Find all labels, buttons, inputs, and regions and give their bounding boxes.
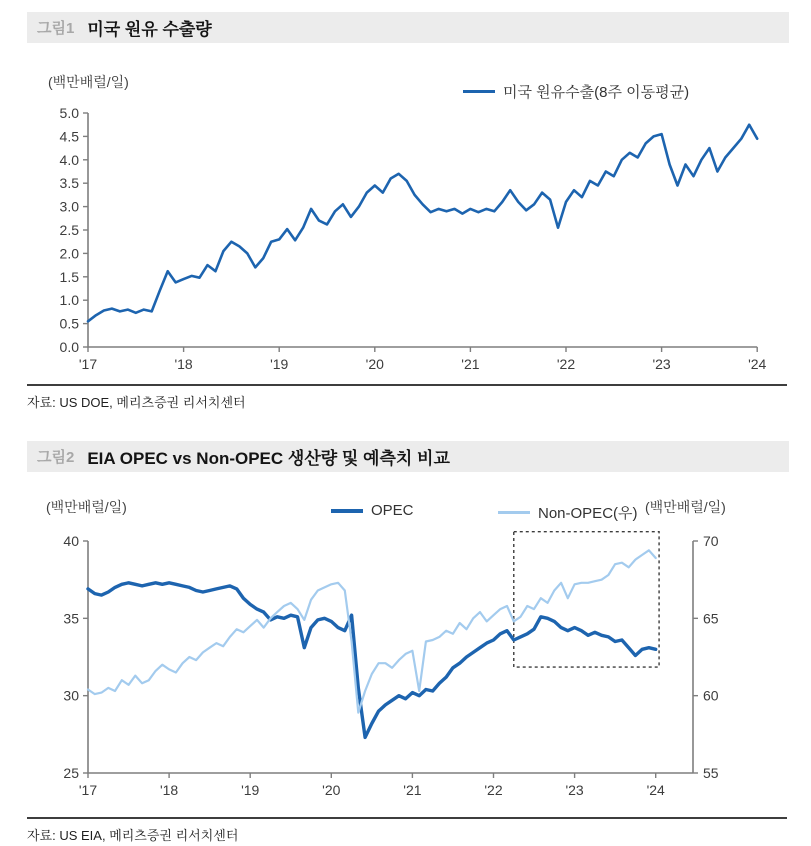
x-axis-tick-label: '24 — [748, 356, 767, 372]
series-line-non-opec- — [88, 550, 656, 712]
figure1-legend-label: 미국 원유수출(8주 이동평균) — [503, 84, 690, 101]
figure2-tag: 그림2 — [37, 449, 75, 466]
x-axis-tick-label: '17 — [78, 782, 98, 798]
x-axis-tick-label: '18 — [159, 782, 179, 798]
y-axis-tick-label: 35 — [63, 610, 79, 627]
figure2-title: EIA OPEC vs Non-OPEC 생산량 및 예측치 비교 — [87, 449, 450, 468]
figure2-chart — [0, 522, 811, 812]
axes — [60, 105, 767, 372]
figure2-source-divider — [27, 817, 787, 819]
figure1-chart — [0, 95, 811, 380]
y-axis-tick-label: 25 — [63, 765, 79, 781]
figure2-source: 자료: US EIA, 메리츠증권 리서치센터 — [27, 828, 239, 843]
figure2-legend-nonopec — [498, 502, 638, 523]
y-axis-tick-label: 0.0 — [59, 339, 79, 355]
forecast-region-box — [514, 532, 659, 667]
figure2-legend-nonopec-label: Non-OPEC(우) — [538, 505, 638, 522]
figure2-legend-nonopec-swatch — [498, 511, 530, 514]
x-axis-tick-label: '20 — [365, 356, 384, 372]
x-axis-tick-label: '19 — [241, 782, 260, 798]
x-axis-tick-label: '24 — [646, 782, 665, 798]
y-axis-tick-label: 0.5 — [59, 315, 79, 332]
x-axis-tick-label: '19 — [270, 356, 289, 372]
series-line-opec — [88, 583, 656, 738]
x-axis-tick-label: '17 — [78, 356, 98, 372]
x-axis-tick-label: '22 — [556, 356, 576, 372]
figure2-title-band — [27, 441, 789, 472]
figure2-left-axis-unit: (백만배럴/일) — [46, 499, 127, 515]
figure1-source: 자료: US DOE, 메리츠증권 리서치센터 — [27, 395, 246, 410]
figure1-title-band — [27, 12, 789, 43]
y-axis-tick-label: 30 — [63, 687, 79, 704]
y-axis-tick-label: 40 — [63, 533, 79, 549]
figure1-title: 미국 원유 수출량 — [87, 20, 212, 39]
figure1-source-divider — [27, 384, 787, 386]
y-axis-tick-label: 2.5 — [59, 222, 79, 238]
figure2-legend-opec-label: OPEC — [371, 502, 414, 519]
x-axis-tick-label: '23 — [565, 782, 584, 798]
x-axis-tick-label: '18 — [174, 356, 193, 372]
x-axis-tick-label: '23 — [652, 356, 671, 372]
y-axis-tick-label: 1.5 — [59, 268, 79, 285]
figure1-legend-line-swatch — [463, 90, 495, 93]
right-y-axis-tick-label: 70 — [703, 533, 719, 549]
right-y-axis-tick-label: 60 — [703, 687, 719, 704]
y-axis-tick-label: 4.0 — [59, 151, 79, 168]
x-axis-tick-label: '21 — [403, 782, 422, 798]
right-y-axis-tick-label: 55 — [703, 765, 719, 781]
figure2-legend-opec-swatch — [331, 509, 363, 513]
figure1-tag: 그림1 — [37, 20, 75, 37]
figure2-right-axis-unit: (백만배럴/일) — [645, 499, 726, 515]
figure1-left-axis-unit: (백만배럴/일) — [48, 74, 129, 90]
y-axis-tick-label: 1.0 — [59, 292, 79, 309]
y-axis-tick-label: 5.0 — [59, 105, 79, 121]
y-axis-tick-label: 4.5 — [59, 128, 79, 145]
right-y-axis-tick-label: 65 — [703, 610, 719, 627]
y-axis-tick-label: 3.0 — [59, 198, 79, 215]
x-axis-tick-label: '21 — [461, 356, 480, 372]
y-axis-tick-label: 3.5 — [59, 175, 79, 192]
y-axis-tick-label: 2.0 — [59, 245, 79, 262]
series-line--8- — [88, 125, 757, 322]
x-axis-tick-label: '22 — [484, 782, 503, 798]
x-axis-tick-label: '20 — [322, 782, 341, 798]
figure2-legend-opec — [331, 502, 414, 519]
